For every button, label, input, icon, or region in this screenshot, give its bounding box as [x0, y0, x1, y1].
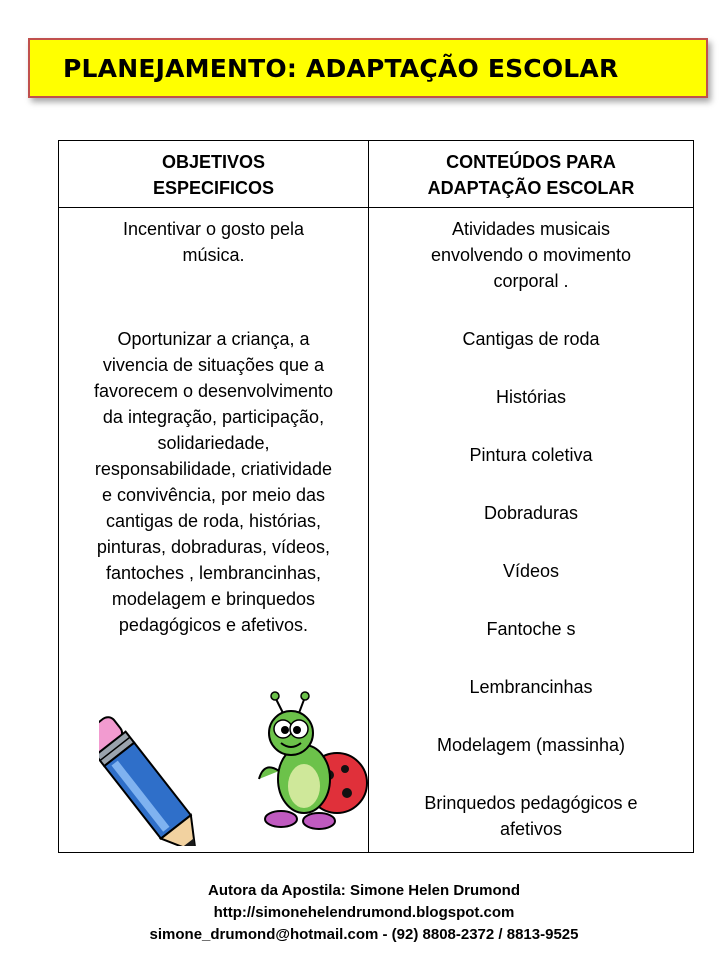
objective-2-line: responsabilidade, criatividade	[94, 459, 333, 479]
objective-1-line: Incentivar o gosto pela	[122, 219, 305, 239]
content-item: Lembrancinhas	[469, 677, 593, 697]
content-item: Histórias	[495, 387, 566, 407]
header-contents	[369, 141, 694, 208]
content-intro-line: envolvendo o movimento	[430, 245, 632, 265]
ladybug-illustration	[259, 692, 367, 829]
pencil-ladybug-illustration	[99, 671, 369, 846]
content-item: Modelagem (massinha)	[436, 735, 626, 755]
objective-2-line: e convivência, por meio das	[101, 485, 326, 505]
table-body-row	[59, 208, 694, 853]
objective-2-line: pinturas, dobraduras, vídeos,	[96, 537, 331, 557]
footer-contact: simone_drumond@hotmail.com - (92) 8808-2372 / 8813-9525	[149, 926, 579, 943]
footer-blog: http://simonehelendrumond.blogspot.com	[213, 904, 515, 921]
contents-cell	[369, 208, 694, 853]
objective-2-line: solidariedade,	[157, 433, 270, 453]
content-intro-line: corporal .	[493, 271, 569, 291]
header-right-line-1: CONTEÚDOS PARA	[446, 152, 616, 172]
footer	[0, 880, 728, 946]
planning-table	[58, 140, 694, 853]
objective-2	[59, 326, 368, 638]
objective-1	[59, 208, 368, 268]
content-intro-line: Atividades musicais	[451, 219, 611, 239]
title-banner	[28, 38, 708, 98]
content-item: Vídeos	[502, 561, 560, 581]
header-left-line-2: ESPECIFICOS	[152, 178, 275, 198]
objective-2-line: cantigas de roda, histórias,	[105, 511, 322, 531]
objective-2-line: modelagem e brinquedos	[111, 589, 316, 609]
table-header-row	[59, 141, 694, 208]
footer-author: Autora da Apostila: Simone Helen Drumond	[208, 882, 520, 899]
objective-2-line: Oportunizar a criança, a	[117, 329, 310, 349]
content-last-line: afetivos	[499, 819, 563, 839]
objective-2-line: favorecem o desenvolvimento	[93, 381, 334, 401]
header-left-line-1: OBJETIVOS	[161, 152, 266, 172]
objective-2-line: fantoches , lembrancinhas,	[105, 563, 322, 583]
content-last	[369, 790, 693, 842]
content-item: Dobraduras	[483, 503, 579, 523]
header-right-line-2: ADAPTAÇÃO ESCOLAR	[427, 178, 635, 198]
content-item: Cantigas de roda	[462, 329, 600, 349]
objective-1-line: música.	[182, 245, 245, 265]
pencil-illustration	[99, 713, 211, 846]
page-title: PLANEJAMENTO: ADAPTAÇÃO ESCOLAR	[63, 53, 619, 83]
content-last-line: Brinquedos pedagógicos e	[424, 793, 638, 813]
content-item: Fantoche s	[486, 619, 576, 639]
objective-2-line: pedagógicos e afetivos.	[118, 615, 309, 635]
header-objectives	[59, 141, 369, 208]
objective-2-line: da integração, participação,	[102, 407, 325, 427]
objectives-cell	[59, 208, 369, 853]
content-intro	[369, 208, 693, 294]
content-item: Pintura coletiva	[469, 445, 593, 465]
objective-2-line: vivencia de situações que a	[102, 355, 325, 375]
